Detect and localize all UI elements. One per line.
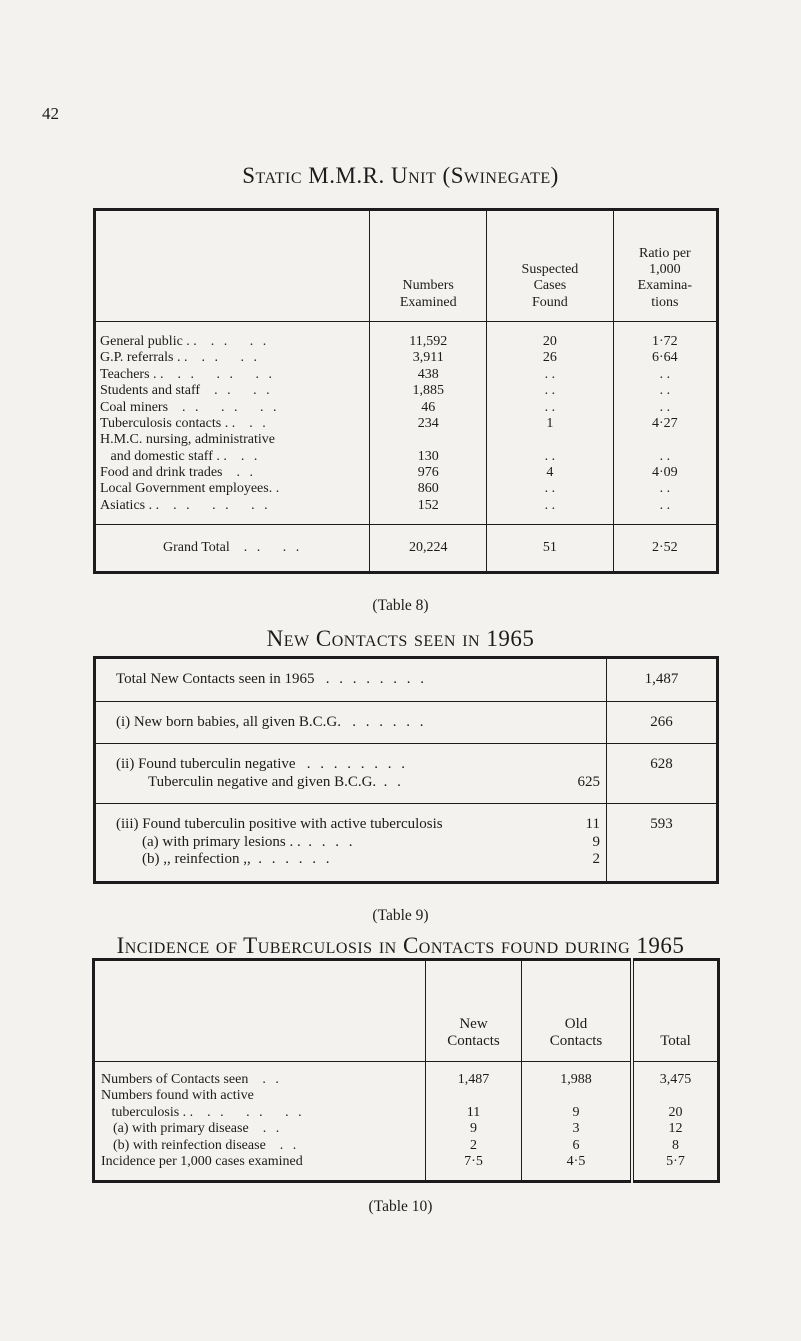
row-label-cell [95,322,370,351]
row-label-cell [94,1088,426,1104]
found-value: . . [487,481,614,497]
examined-value: 438 [370,367,487,383]
leader-dots: . . [279,1137,300,1153]
total-value: 3,475 [632,1062,719,1089]
row-label: (b) with reinfection disease [113,1137,266,1153]
total-value: 5·7 [632,1154,719,1182]
row-i-value: 266 [607,701,718,744]
row-label: H.M.C. nursing, administrative [100,432,275,448]
examined-value: 130 [370,449,487,465]
table-row [95,498,718,525]
incidence-table-header [94,960,719,1062]
table-row [95,701,718,744]
table-row [95,481,718,497]
row-label-cell [95,350,370,366]
row-label: General public . . [100,334,197,349]
found-value [487,432,614,448]
table-row [95,416,718,432]
row-label-cell [95,432,370,448]
row-label-cell [95,465,370,481]
row-i-label: (i) New born babies, all given B.C.G. [116,713,341,730]
total-row [95,525,718,573]
examined-value [370,432,487,448]
row-label-cell [94,1121,426,1137]
found-value: 26 [487,350,614,366]
row-ii-sub-label: Tuberculin negative and given B.C.G. [148,773,377,790]
page-number: 42 [42,104,59,123]
contacts-table-heading: New Contacts seen in 1965 [266,626,535,651]
ratio-value: . . [613,383,717,399]
row-label-cell [95,383,370,399]
total-value [632,1088,719,1104]
row-label: Food and drink trades [100,465,223,480]
found-value: 1 [487,416,614,432]
row-iii-a-label: (a) with primary lesions . . [142,833,301,850]
examined-value: 976 [370,465,487,481]
row-label: Numbers found with active [101,1088,254,1104]
leader-dots: . . . . [214,383,273,399]
examined-value: 152 [370,498,487,525]
leader-dots: . . . . [201,350,260,366]
leader-dots: . . [262,1072,282,1087]
leader-dots: . . . . . . . . [325,671,427,687]
leader-dots: . . . . . . . . [306,756,409,773]
row-label: Numbers of Contacts seen [101,1072,249,1087]
table-10-caption: (Table 10) [368,1198,433,1215]
leader-dots: . . . . . . [173,497,271,513]
row-ii-value: 628 [607,744,718,804]
row-iii-label-cell [95,804,607,883]
leader-dots: . . [240,448,261,464]
table-row [95,322,718,351]
table-row [94,1154,719,1182]
row-ii-sub-number: 625 [577,773,600,790]
row-label: Local Government employees. . [100,481,280,497]
total-value: 20 [632,1105,719,1121]
row-i-label-cell [95,701,607,744]
contacts-table [93,656,719,884]
found-value: . . [487,383,614,399]
row-label: Incidence per 1,000 cases examined [101,1153,303,1169]
old-contacts-value: 3 [522,1121,633,1137]
old-contacts-value [522,1088,633,1104]
leader-dots: . . . . [243,539,303,555]
table-row [95,350,718,366]
total-label-cell [95,525,370,573]
new-contacts-value [426,1088,522,1104]
ratio-value: . . [613,400,717,416]
row-label-cell [94,1105,426,1121]
row-label-cell [95,449,370,465]
examined-value: 860 [370,481,487,497]
found-value: . . [487,498,614,525]
row-label: tuberculosis . . [101,1104,194,1120]
new-contacts-value: 7·5 [426,1154,522,1182]
leader-dots: . . . . . . [182,399,280,415]
leader-dots: . . [236,465,256,480]
found-value: . . [487,400,614,416]
table-row [94,1105,719,1121]
table-row [95,658,718,702]
new-contacts-value: 1,487 [426,1062,522,1089]
old-contacts-value: 6 [522,1138,633,1154]
table-row [95,804,718,883]
table-row [95,449,718,465]
new-contacts-value: 2 [426,1138,522,1154]
row-label: Asiatics . . [100,497,160,513]
leader-dots: . . . . [210,334,270,349]
ratio-value: 1·72 [613,322,717,351]
table-row [94,1138,719,1154]
ratio-value: . . [613,449,717,465]
ratio-value: . . [613,481,717,497]
total-label: Grand Total [162,539,230,555]
old-contacts-value: 1,988 [522,1062,633,1089]
examined-value: 1,885 [370,383,487,399]
leader-dots: . . [249,415,269,431]
examined-value: 11,592 [370,322,487,351]
row-label: G.P. referrals . . [100,350,188,366]
header-total: Total [632,960,719,1062]
header-examined: Numbers Examined [370,210,487,322]
found-value: 20 [487,322,614,351]
table-row [94,1062,719,1089]
leader-dots: . . [383,773,404,790]
table-row [94,1121,719,1137]
unit-table-header [95,210,718,322]
header-found: Suspected Cases Found [487,210,614,322]
found-value: 4 [487,465,614,481]
unit-table [93,208,719,574]
table-row [95,367,718,383]
total-ratio: 2·52 [613,525,717,573]
row-label: and domestic staff . . [100,448,227,464]
total-label: Total New Contacts seen in 1965 [116,671,315,687]
table-row [95,400,718,416]
row-label: Tuberculosis contacts . . [100,415,236,431]
row-label-cell [95,498,370,525]
leader-dots: . . [262,1121,283,1137]
incidence-table-heading: Incidence of Tuberculosis in Contacts found during 1965 [116,933,685,958]
ratio-value: 4·27 [613,416,717,432]
row-label-cell [94,1062,426,1089]
total-value: 12 [632,1121,719,1137]
row-iii-a-number: 9 [592,833,600,850]
row-iii-value: 593 [607,804,718,883]
new-contacts-value: 11 [426,1105,522,1121]
incidence-table [92,958,720,1183]
ratio-value: 6·64 [613,350,717,366]
total-label-cell [95,658,607,702]
old-contacts-value: 4·5 [522,1154,633,1182]
ratio-value: 4·09 [613,465,717,481]
row-label-cell [95,367,370,383]
old-contacts-value: 9 [522,1105,633,1121]
total-examined: 20,224 [370,525,487,573]
table-row [95,383,718,399]
table-8-caption: (Table 8) [372,597,429,614]
row-iii-b-label: (b) ,, reinfection ,, [142,851,251,868]
header-blank [94,960,426,1062]
total-found: 51 [487,525,614,573]
header-blank [95,210,370,322]
leader-dots: . . . . [308,833,356,850]
leader-dots: . . . . . . [258,851,333,868]
ratio-value: . . [613,367,717,383]
row-iii-number: 11 [585,816,600,833]
row-iii-label: (iii) Found tuberculin positive with active tuberculosis [116,816,443,833]
table-row [94,1088,719,1104]
leader-dots: . . . . . . [177,366,276,382]
leader-dots: . . . . . . [352,713,427,730]
row-label-cell [95,481,370,497]
total-value: 1,487 [607,658,718,702]
unit-table-heading: Static M.M.R. Unit (Swinegate) [242,163,559,188]
found-value: . . [487,367,614,383]
row-label-cell [94,1138,426,1154]
total-value: 8 [632,1138,719,1154]
row-label: Teachers . . [100,366,164,382]
table-row [95,744,718,804]
header-old-contacts: Old Contacts [522,960,633,1062]
row-label: (a) with primary disease [113,1121,249,1137]
ratio-value: . . [613,498,717,525]
row-label: Coal miners [100,399,169,415]
table-row [95,465,718,481]
table-row [95,432,718,448]
examined-value: 3,911 [370,350,487,366]
new-contacts-value: 9 [426,1121,522,1137]
examined-value: 234 [370,416,487,432]
examined-value: 46 [370,400,487,416]
table-9-caption: (Table 9) [372,907,429,924]
header-new-contacts: New Contacts [426,960,522,1062]
row-label-cell [95,416,370,432]
row-label: Students and staff [100,383,201,399]
row-label-cell [94,1154,426,1182]
row-ii-label: (ii) Found tuberculin negative [116,756,296,773]
ratio-value [613,432,717,448]
leader-dots: . . . . . . [207,1104,305,1120]
row-ii-label-cell [95,744,607,804]
row-label-cell [95,400,370,416]
header-ratio: Ratio per 1,000 Examina- tions [613,210,717,322]
row-iii-b-number: 2 [592,851,600,868]
found-value: . . [487,449,614,465]
